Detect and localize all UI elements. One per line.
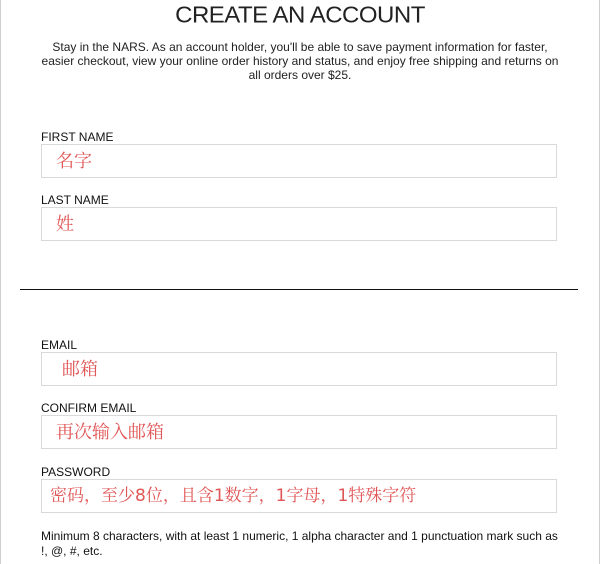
password-input[interactable] <box>42 480 556 512</box>
last-name-label: LAST NAME <box>41 193 109 207</box>
last-name-input[interactable] <box>42 208 556 240</box>
intro-text: Stay in the NARS. As an account holder, you'll be able to save payment information for faster, easier checkout, view your online order history and status, and enjoy free shipping and returns on all orders over $25. <box>41 40 559 82</box>
first-name-input[interactable] <box>42 145 556 177</box>
email-label: EMAIL <box>41 338 78 352</box>
frame-left-border <box>0 0 1 564</box>
email-field-box <box>41 352 557 386</box>
confirm-email-label: CONFIRM EMAIL <box>41 401 137 415</box>
password-field-box <box>41 479 557 513</box>
password-hint: Minimum 8 characters, with at least 1 numeric, 1 alpha character and 1 punctuation mark such as !, @, #, etc. <box>41 529 558 558</box>
first-name-label: FIRST NAME <box>41 130 114 144</box>
password-label: PASSWORD <box>41 465 111 479</box>
confirm-email-input[interactable] <box>42 416 556 448</box>
first-name-field-box <box>41 144 557 178</box>
confirm-email-field-box <box>41 415 557 449</box>
section-divider <box>20 289 578 290</box>
page-title: CREATE AN ACCOUNT <box>175 2 425 29</box>
last-name-field-box <box>41 207 557 241</box>
email-input[interactable] <box>42 353 556 385</box>
